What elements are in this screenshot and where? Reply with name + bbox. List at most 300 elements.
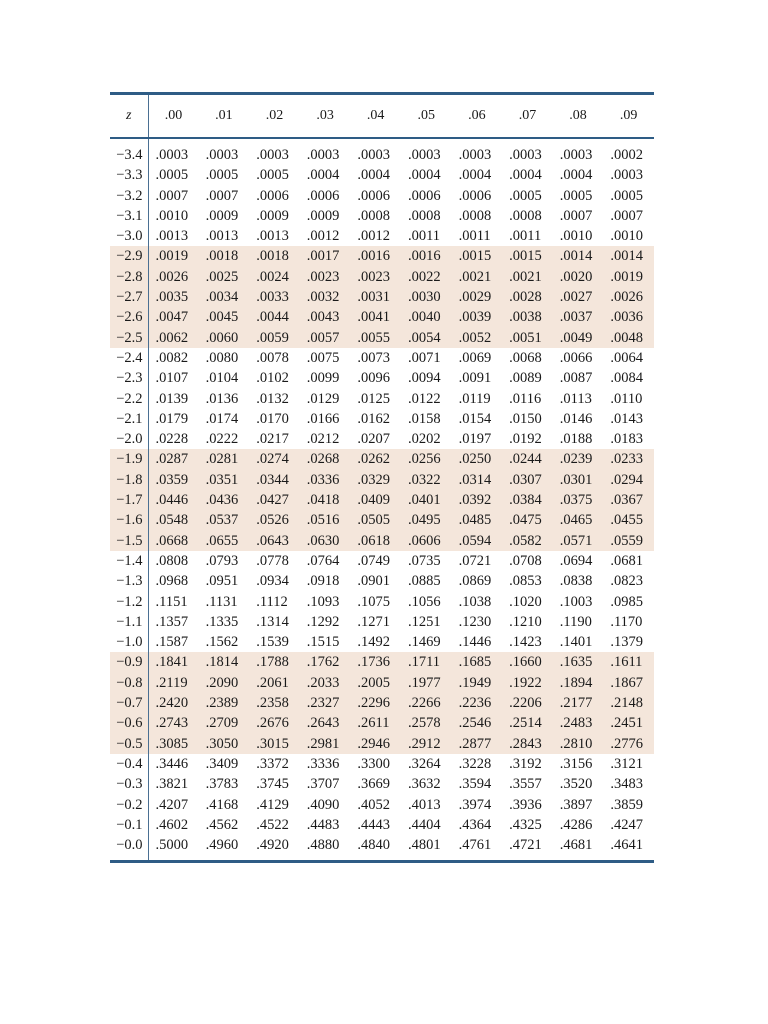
probability-cell: .0681 [610, 552, 643, 569]
probability-cell: .1379 [610, 634, 643, 651]
probability-cell: .0217 [256, 431, 289, 448]
probability-cell: .0003 [458, 147, 492, 163]
table-row [110, 734, 654, 754]
probability-cell: .4721 [509, 837, 542, 854]
probability-cell: .1038 [458, 593, 492, 610]
probability-cell: .0179 [155, 410, 189, 427]
probability-cell: .1003 [559, 593, 593, 610]
column-header: .00 [148, 94, 199, 139]
z-value: −0.5 [110, 734, 148, 754]
z-value: −2.2 [110, 389, 148, 409]
probability-cell: .0080 [205, 349, 239, 366]
probability-cell: .0013 [205, 228, 239, 245]
probability-cell: .0132 [256, 390, 289, 407]
probability-cell: .3936 [509, 796, 542, 813]
z-value: −1.1 [110, 612, 148, 632]
table-row [110, 774, 654, 794]
probability-cell: .0301 [553, 470, 604, 490]
probability-cell: .0694 [559, 552, 593, 569]
table-row [110, 429, 654, 449]
probability-cell: .4920 [256, 837, 289, 854]
probability-cell: .0007 [559, 207, 593, 224]
probability-cell: .4325 [509, 816, 542, 833]
probability-cell: .0162 [357, 410, 390, 427]
table-row [110, 138, 654, 165]
probability-cell: .0110 [610, 390, 643, 407]
probability-cell: .0006 [256, 187, 289, 204]
probability-cell: .0008 [407, 207, 441, 224]
probability-cell: .2206 [502, 693, 553, 713]
probability-cell: .0436 [199, 490, 250, 510]
probability-cell: .0028 [502, 287, 553, 307]
column-header: .01 [199, 94, 250, 139]
probability-cell: .2546 [452, 713, 503, 733]
probability-cell: .0183 [610, 431, 643, 448]
z-value: −1.9 [110, 449, 148, 469]
probability-cell: .2611 [350, 713, 401, 733]
z-value: −1.0 [110, 632, 148, 652]
probability-cell: .3050 [199, 734, 250, 754]
probability-cell: .3483 [610, 776, 643, 793]
probability-cell: .0033 [249, 287, 300, 307]
probability-cell: .3707 [306, 776, 340, 793]
table-row [110, 246, 654, 266]
z-value: −1.8 [110, 470, 148, 490]
probability-cell: .1112 [256, 593, 288, 610]
probability-cell: .0548 [148, 510, 199, 530]
probability-cell: .0571 [553, 531, 604, 551]
probability-cell: .0026 [148, 267, 199, 287]
z-value: −2.3 [110, 368, 148, 388]
probability-cell: .0087 [559, 370, 593, 387]
probability-cell: .0003 [610, 167, 643, 184]
probability-cell: .3974 [458, 796, 492, 813]
probability-cell: .1685 [452, 652, 503, 672]
probability-cell: .3409 [205, 755, 239, 772]
probability-cell: .0281 [199, 449, 250, 469]
probability-cell: .0029 [452, 287, 503, 307]
probability-cell: .0010 [155, 207, 189, 224]
probability-cell: .4880 [306, 837, 340, 854]
probability-cell: .2148 [603, 693, 654, 713]
probability-cell: .0047 [148, 307, 199, 327]
probability-cell: .0250 [452, 449, 503, 469]
probability-cell: .0005 [256, 167, 289, 184]
probability-cell: .3156 [559, 755, 593, 772]
probability-cell: .0049 [553, 328, 604, 348]
probability-cell: .3632 [407, 776, 441, 793]
probability-cell: .0023 [300, 267, 351, 287]
probability-cell: .0116 [509, 390, 542, 407]
z-value: −3.0 [110, 226, 148, 246]
probability-cell: .0013 [256, 228, 289, 245]
probability-cell: .0344 [249, 470, 300, 490]
z-value: −3.1 [110, 206, 148, 226]
probability-cell: .0005 [509, 187, 542, 204]
probability-cell: .0329 [350, 470, 401, 490]
probability-cell: .0013 [155, 228, 189, 245]
probability-cell: .0207 [357, 431, 390, 448]
probability-cell: .1539 [256, 634, 289, 651]
probability-cell: .0057 [300, 328, 351, 348]
probability-cell: .0307 [502, 470, 553, 490]
probability-cell: .3557 [509, 776, 542, 793]
probability-cell: .0392 [452, 490, 503, 510]
probability-cell: .0006 [357, 187, 390, 204]
probability-cell: .0025 [199, 267, 250, 287]
table-row [110, 226, 654, 246]
probability-cell: .0721 [458, 552, 492, 569]
probability-cell: .0009 [306, 207, 340, 224]
probability-cell: .4443 [357, 816, 390, 833]
probability-cell: .0618 [350, 531, 401, 551]
probability-cell: .2810 [553, 734, 604, 754]
probability-cell: .1075 [357, 593, 390, 610]
probability-cell: .0052 [452, 328, 503, 348]
probability-cell: .3085 [148, 734, 199, 754]
probability-cell: .4840 [357, 837, 390, 854]
probability-cell: .4761 [458, 837, 492, 854]
probability-cell: .0268 [300, 449, 351, 469]
probability-cell: .0244 [502, 449, 553, 469]
probability-cell: .0094 [407, 370, 441, 387]
probability-cell: .0934 [256, 573, 289, 590]
probability-cell: .0003 [357, 147, 390, 163]
probability-cell: .1736 [350, 652, 401, 672]
probability-cell: .0015 [452, 246, 503, 266]
table-row [110, 206, 654, 226]
probability-cell: .0043 [300, 307, 351, 327]
probability-cell: .0059 [249, 328, 300, 348]
probability-cell: .0985 [610, 593, 643, 610]
probability-cell: .0351 [199, 470, 250, 490]
z-value: −2.7 [110, 287, 148, 307]
probability-cell: .0655 [199, 531, 250, 551]
probability-cell: .0018 [199, 246, 250, 266]
probability-cell: .1515 [306, 634, 340, 651]
probability-cell: .2236 [452, 693, 503, 713]
probability-cell: .0495 [401, 510, 452, 530]
probability-cell: .0427 [249, 490, 300, 510]
probability-cell: .0537 [199, 510, 250, 530]
probability-cell: .1922 [502, 673, 553, 693]
probability-cell: .3336 [306, 755, 340, 772]
probability-cell: .4801 [407, 837, 441, 854]
probability-cell: .0019 [148, 246, 199, 266]
probability-cell: .0143 [610, 410, 643, 427]
probability-cell: .0040 [401, 307, 452, 327]
z-value: −0.8 [110, 673, 148, 693]
probability-cell: .2946 [350, 734, 401, 754]
probability-cell: .3446 [155, 755, 189, 772]
z-value: −1.3 [110, 571, 148, 591]
probability-cell: .0069 [458, 349, 492, 366]
probability-cell: .4681 [559, 837, 593, 854]
probability-cell: .0764 [306, 552, 340, 569]
probability-cell: .1093 [306, 593, 340, 610]
probability-cell: .1210 [509, 613, 542, 630]
probability-cell: .0885 [407, 573, 441, 590]
probability-cell: .0643 [249, 531, 300, 551]
probability-cell: .2643 [300, 713, 351, 733]
probability-cell: .0005 [205, 167, 239, 184]
z-value: −0.9 [110, 652, 148, 672]
probability-cell: .0233 [603, 449, 654, 469]
probability-cell: .0778 [256, 552, 289, 569]
column-header: .08 [553, 94, 604, 139]
probability-cell: .0004 [559, 167, 593, 184]
probability-cell: .0188 [559, 431, 593, 448]
probability-cell: .0019 [603, 267, 654, 287]
probability-cell: .3859 [610, 796, 643, 813]
probability-cell: .0016 [401, 246, 452, 266]
z-value: −2.8 [110, 267, 148, 287]
probability-cell: .2912 [401, 734, 452, 754]
probability-cell: .3783 [205, 776, 239, 793]
probability-cell: .0274 [249, 449, 300, 469]
z-value: −0.1 [110, 815, 148, 835]
probability-cell: .0735 [407, 552, 441, 569]
z-value: −1.6 [110, 510, 148, 530]
probability-cell: .1711 [401, 652, 452, 672]
probability-cell: .1271 [357, 613, 390, 630]
z-value: −1.7 [110, 490, 148, 510]
probability-cell: .0409 [350, 490, 401, 510]
probability-cell: .0084 [610, 370, 643, 387]
probability-cell: .0516 [300, 510, 351, 530]
probability-cell: .1762 [300, 652, 351, 672]
probability-cell: .0749 [357, 552, 390, 569]
probability-cell: .0119 [458, 390, 491, 407]
probability-cell: .4404 [407, 816, 441, 833]
probability-cell: .0239 [553, 449, 604, 469]
table-row [110, 389, 654, 409]
table-body [110, 138, 654, 862]
probability-cell: .0075 [306, 349, 340, 366]
probability-cell: .0526 [249, 510, 300, 530]
probability-cell: .0256 [401, 449, 452, 469]
probability-cell: .2090 [199, 673, 250, 693]
probability-cell: .0107 [155, 370, 189, 387]
probability-cell: .0158 [407, 410, 441, 427]
table-row [110, 531, 654, 551]
probability-cell: .3228 [458, 755, 492, 772]
probability-cell: .0035 [148, 287, 199, 307]
probability-cell: .0031 [350, 287, 401, 307]
probability-cell: .4562 [205, 816, 239, 833]
probability-cell: .0045 [199, 307, 250, 327]
probability-cell: .2358 [249, 693, 300, 713]
column-header: .09 [603, 94, 654, 139]
probability-cell: .2743 [148, 713, 199, 733]
probability-cell: .1292 [306, 613, 340, 630]
standard-normal-table [110, 92, 654, 863]
probability-cell: .2514 [502, 713, 553, 733]
probability-cell: .0073 [357, 349, 390, 366]
column-header: .04 [350, 94, 401, 139]
probability-cell: .0170 [256, 410, 289, 427]
probability-cell: .1357 [155, 613, 189, 630]
probability-cell: .1841 [148, 652, 199, 672]
table-row [110, 592, 654, 612]
probability-cell: .2266 [401, 693, 452, 713]
table-row [110, 652, 654, 672]
z-value: −3.2 [110, 186, 148, 206]
probability-cell: .0006 [458, 187, 492, 204]
z-value: −3.3 [110, 165, 148, 185]
probability-cell: .3015 [249, 734, 300, 754]
probability-cell: .0051 [502, 328, 553, 348]
probability-cell: .0055 [350, 328, 401, 348]
probability-cell: .1056 [407, 593, 441, 610]
probability-cell: .4129 [256, 796, 289, 813]
probability-cell: .1611 [603, 652, 654, 672]
probability-cell: .0011 [458, 228, 491, 245]
probability-cell: .4483 [306, 816, 340, 833]
probability-cell: .0006 [306, 187, 340, 204]
probability-cell: .1131 [205, 593, 238, 610]
probability-cell: .0793 [205, 552, 239, 569]
probability-cell: .0003 [509, 147, 542, 163]
z-value: −3.4 [110, 138, 148, 165]
probability-cell: .2005 [350, 673, 401, 693]
probability-cell: .0003 [407, 147, 441, 163]
table-row [110, 693, 654, 713]
probability-cell: .0968 [155, 573, 189, 590]
probability-cell: .0823 [610, 573, 643, 590]
table-row [110, 713, 654, 733]
z-value: −1.2 [110, 592, 148, 612]
probability-cell: .0129 [306, 390, 340, 407]
column-header: .06 [452, 94, 503, 139]
probability-cell: .2451 [603, 713, 654, 733]
probability-cell: .0869 [458, 573, 492, 590]
probability-cell: .0012 [357, 228, 390, 245]
probability-cell: .0004 [357, 167, 390, 184]
probability-cell: .4090 [306, 796, 340, 813]
probability-cell: .0287 [148, 449, 199, 469]
probability-cell: .0262 [350, 449, 401, 469]
probability-cell: .0068 [509, 349, 542, 366]
probability-cell: .0003 [256, 147, 289, 163]
probability-cell: .0918 [306, 573, 340, 590]
probability-cell: .0212 [306, 431, 340, 448]
table-row [110, 165, 654, 185]
probability-cell: .4641 [610, 837, 643, 854]
probability-cell: .0003 [306, 147, 340, 163]
probability-cell: .0853 [509, 573, 542, 590]
probability-cell: .2327 [300, 693, 351, 713]
table-row [110, 490, 654, 510]
probability-cell: .0030 [401, 287, 452, 307]
probability-cell: .0023 [350, 267, 401, 287]
table-row [110, 815, 654, 835]
table-row [110, 754, 654, 774]
z-value: −0.7 [110, 693, 148, 713]
table-row [110, 510, 654, 530]
probability-cell: .0222 [205, 431, 239, 448]
probability-cell: .4052 [357, 796, 390, 813]
header-row [110, 94, 654, 139]
probability-cell: .1020 [509, 593, 542, 610]
probability-cell: .0594 [452, 531, 503, 551]
probability-cell: .0336 [300, 470, 351, 490]
probability-cell: .0606 [401, 531, 452, 551]
table-row [110, 186, 654, 206]
probability-cell: .0005 [610, 187, 643, 204]
probability-cell: .1401 [559, 634, 593, 651]
probability-cell: .0037 [553, 307, 604, 327]
probability-cell: .0465 [553, 510, 604, 530]
z-value: −0.2 [110, 795, 148, 815]
probability-cell: .0582 [502, 531, 553, 551]
probability-cell: .0901 [357, 573, 390, 590]
probability-cell: .0401 [401, 490, 452, 510]
probability-cell: .0146 [559, 410, 593, 427]
probability-cell: .3192 [509, 755, 542, 772]
probability-cell: .0022 [401, 267, 452, 287]
probability-cell: .0020 [553, 267, 604, 287]
column-header: .03 [300, 94, 351, 139]
probability-cell: .4602 [155, 816, 189, 833]
probability-cell: .0630 [300, 531, 351, 551]
probability-cell: .0322 [401, 470, 452, 490]
table-row [110, 470, 654, 490]
probability-cell: .3897 [559, 796, 593, 813]
column-header: .02 [249, 94, 300, 139]
probability-cell: .1635 [553, 652, 604, 672]
probability-cell: .0102 [256, 370, 289, 387]
probability-cell: .0294 [603, 470, 654, 490]
probability-cell: .2420 [148, 693, 199, 713]
probability-cell: .0197 [458, 431, 492, 448]
table-row [110, 267, 654, 287]
probability-cell: .0034 [199, 287, 250, 307]
probability-cell: .5000 [155, 837, 189, 854]
probability-cell: .0104 [205, 370, 239, 387]
probability-cell: .3821 [155, 776, 189, 793]
table-row [110, 673, 654, 693]
probability-cell: .0314 [452, 470, 503, 490]
probability-cell: .0062 [148, 328, 199, 348]
table-row [110, 612, 654, 632]
table-row [110, 409, 654, 429]
table-row [110, 571, 654, 591]
probability-cell: .0559 [603, 531, 654, 551]
probability-cell: .0021 [452, 267, 503, 287]
probability-cell: .0009 [205, 207, 239, 224]
probability-cell: .1151 [155, 593, 188, 610]
probability-cell: .0082 [155, 349, 189, 366]
z-value: −0.0 [110, 835, 148, 862]
probability-cell: .0192 [509, 431, 542, 448]
probability-cell: .0007 [610, 207, 643, 224]
table-row [110, 449, 654, 469]
column-header: .05 [401, 94, 452, 139]
probability-cell: .0017 [300, 246, 351, 266]
probability-cell: .0078 [256, 349, 289, 366]
probability-cell: .0003 [205, 147, 239, 163]
probability-cell: .0064 [610, 349, 643, 366]
probability-cell: .0009 [256, 207, 289, 224]
probability-cell: .0010 [610, 228, 643, 245]
probability-cell: .3745 [256, 776, 289, 793]
probability-cell: .0004 [407, 167, 441, 184]
probability-cell: .1587 [155, 634, 189, 651]
probability-cell: .0004 [306, 167, 340, 184]
z-value: −2.1 [110, 409, 148, 429]
probability-cell: .0015 [502, 246, 553, 266]
